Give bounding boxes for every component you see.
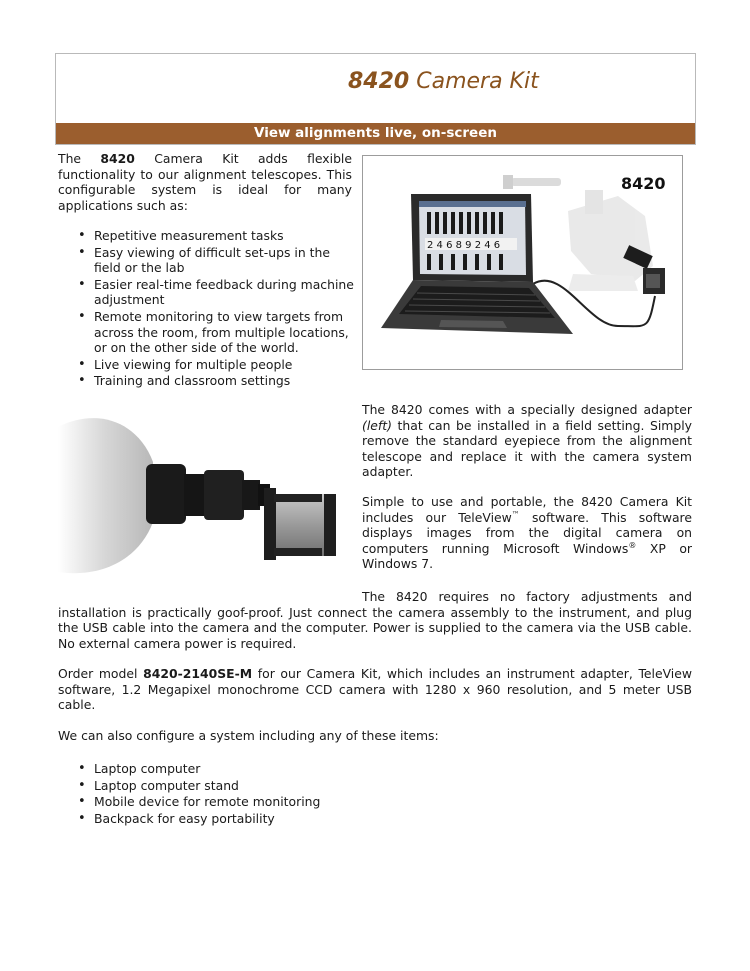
configure-paragraph: We can also configure a system including any of these items: — [58, 728, 439, 743]
list-item: • Backpack for easy portability — [58, 811, 458, 827]
list-item: • Laptop computer stand — [58, 778, 458, 794]
section-banner: View alignments live, on-screen — [56, 123, 695, 144]
list-item: • Mobile device for remote monitoring — [58, 794, 458, 810]
page-title: 8420 Camera Kit — [348, 69, 539, 94]
svg-text:2 4 6 8 9 2 4 6: 2 4 6 8 9 2 4 6 — [427, 240, 501, 251]
list-item: • Live viewing for multiple people — [58, 357, 358, 373]
list-item: • Easy viewing of difficult set-ups in the field or the lab — [58, 245, 358, 276]
camera-adapter-photo — [58, 402, 358, 588]
camera-adapter-illustration — [58, 402, 358, 588]
applications-list — [58, 228, 358, 390]
list-item: • Repetitive measurement tasks — [58, 228, 358, 244]
software-paragraph: Simple to use and portable, the 8420 Camera Kit includes our TeleView™ software. This software displays images from the digital camera on computers running Microsoft Windows® XP or Windows 7. — [362, 494, 693, 572]
adapter-paragraph: The 8420 comes with a specially designed adapter (left) that can be installed in a field setting. Simply remove the standard eyepiece from the alignment telescope and replace it with the camera system adapter. — [362, 402, 692, 480]
intro-paragraph: The 8420 Camera Kit adds flexible functionality to our alignment telescopes. This configurable system is ideal for many applications such as: — [58, 151, 353, 213]
list-item: • Remote monitoring to view targets from across the room, from multiple locations, or on the other side of the world. — [58, 309, 358, 356]
list-item: • Training and classroom settings — [58, 373, 358, 389]
photo-label: 8420 — [621, 174, 666, 193]
list-item: • Laptop computer — [58, 761, 458, 777]
install-paragraph: The 8420 requires no factory adjustments and installation is practically goof-proof. Just connect the camera assembly to the instrument, and plug the USB cable into the camera and the computer. Power is supplied to the camera via the USB cable. No external camera power is required. — [58, 589, 692, 651]
configure-items-list — [58, 761, 458, 827]
laptop-camera-illustration — [363, 156, 682, 369]
order-paragraph: Order model 8420-2140SE-M for our Camera Kit, which includes an instrument adapter, TeleView software, 1.2 Megapixel monochrome CCD camera with 1280 x 960 resolution, and 5 meter USB cable. — [58, 666, 693, 713]
header-box — [55, 53, 696, 145]
list-item: • Easier real-time feedback during machine adjustment — [58, 277, 358, 308]
laptop-camera-photo — [362, 155, 683, 370]
